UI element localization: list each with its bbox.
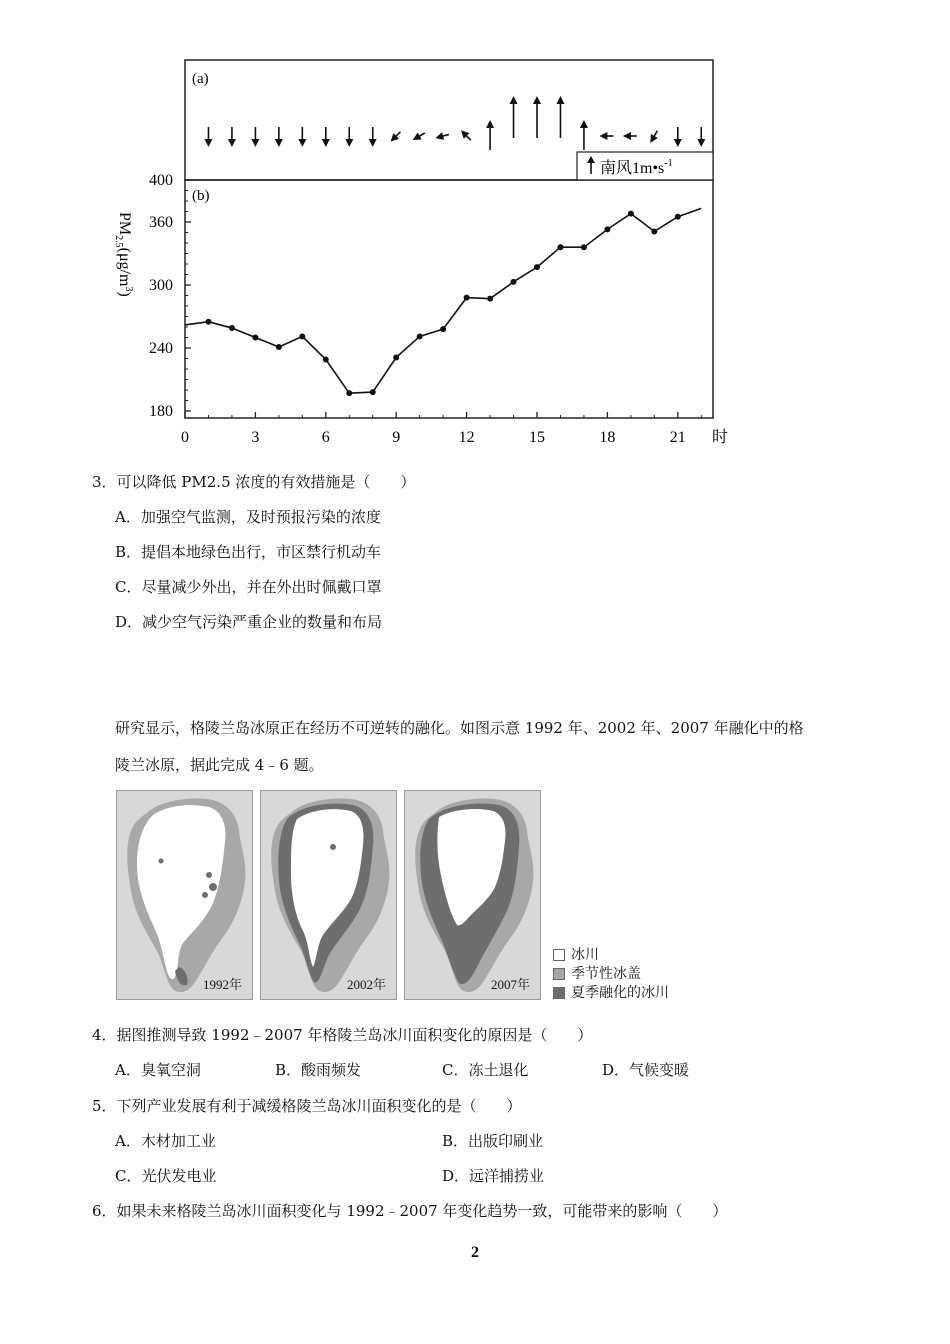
q3-option-b: B．提倡本地绿色出行，市区禁行机动车 [115, 543, 382, 561]
q4-option-d: D．气候变暖 [602, 1061, 690, 1079]
wind-arrow-icon [411, 130, 427, 144]
wind-arrow-icon [486, 120, 494, 150]
pm25-point [581, 244, 587, 250]
wind-arrow-icon [623, 132, 637, 140]
pm25-point [276, 344, 282, 350]
wind-arrow-icon [533, 96, 541, 138]
wind-arrow-icon [510, 96, 518, 138]
x-tick-label: 18 [599, 429, 616, 446]
pm25-point [464, 295, 470, 301]
chart-axes [149, 172, 701, 446]
panel-b-label: (b) [192, 188, 210, 204]
pm25-point [628, 211, 634, 217]
wind-arrow-icon [251, 127, 259, 147]
map-2007 [404, 790, 541, 1000]
wind-arrow-icon [322, 127, 330, 147]
passage-line-1: 研究显示，格陵兰岛冰原正在经历不可逆转的融化。如图示意 1992 年、2002 年、2007 年融化中的格 [115, 719, 804, 737]
pm25-point [557, 244, 563, 250]
wind-arrow-icon [345, 127, 353, 147]
wind-arrow-icon [388, 129, 404, 145]
map-year-1992: 1992年 [202, 977, 242, 992]
map-2002 [260, 790, 397, 1000]
page-number: 2 [471, 1244, 479, 1261]
x-tick-label: 15 [529, 429, 545, 446]
chart-series [185, 208, 701, 396]
x-tick-label: 12 [458, 429, 475, 446]
map-year-2002: 2002年 [346, 977, 386, 992]
legend-melt: 夏季融化的冰川 [553, 982, 669, 1002]
pm25-point [511, 279, 517, 285]
wind-arrow-icon [556, 96, 564, 138]
wind-arrow-icon [204, 127, 212, 147]
wind-arrow-icon [647, 129, 661, 145]
pm25-point [323, 357, 329, 363]
y-axis-label: $PM_{2.5}(\mu g/m^3)$ [113, 212, 134, 297]
legend-glacier-swatch [553, 949, 565, 961]
wind-arrow-icon [674, 127, 682, 147]
q4-option-b: B．酸雨频发 [275, 1061, 362, 1079]
legend-seasonal-swatch [553, 968, 565, 980]
y-tick-label: 180 [149, 403, 173, 420]
x-tick-label: 6 [321, 429, 330, 446]
legend-seasonal: 季节性冰盖 [553, 963, 641, 983]
pm25-point [440, 326, 446, 332]
x-axis-label: 时 [712, 429, 729, 446]
wind-arrow-icon [697, 127, 705, 147]
pm25-point [299, 333, 305, 339]
x-tick-label: 3 [251, 429, 260, 446]
pm25-point [675, 214, 681, 220]
q3-option-a: A．加强空气监测，及时预报污染的浓度 [115, 508, 381, 526]
pm25-point [417, 333, 423, 339]
q3-option-c: C．尽量减少外出，并在外出时佩戴口罩 [115, 578, 382, 596]
y-tick-label: 240 [149, 340, 173, 357]
q4-option-c: C．冻土退化 [442, 1061, 529, 1079]
passage-line-2: 陵兰冰原，据此完成 4﹣6 题。 [115, 756, 324, 774]
wind-arrow-icon [458, 128, 474, 144]
wind-arrow-icon [599, 132, 613, 140]
q5-option-d: D．远洋捕捞业 [442, 1167, 545, 1185]
y-tick-label: 360 [149, 214, 173, 231]
y-tick-label: 400 [149, 172, 173, 189]
pm25-point [252, 335, 258, 341]
legend-melt-swatch [553, 987, 565, 999]
x-tick-label: 0 [181, 429, 189, 446]
q6-stem: 6．如果未来格陵兰岛冰川面积变化与 1992﹣2007 年变化趋势一致，可能带来的影响（ ） [92, 1202, 728, 1220]
q5-option-c: C．光伏发电业 [115, 1167, 217, 1185]
map-1992 [116, 790, 253, 1000]
q4-stem: 4．据图推测导致 1992﹣2007 年格陵兰岛冰川面积变化的原因是（ ） [92, 1026, 593, 1044]
pm25-point [346, 390, 352, 396]
q5-stem: 5．下列产业发展有利于减缓格陵兰岛冰川面积变化的是（ ） [92, 1097, 522, 1115]
pm25-point [604, 226, 610, 232]
pm25-point [205, 319, 211, 325]
pm25-point [534, 264, 540, 270]
y-tick-label: 300 [149, 277, 173, 294]
wind-arrow-icon [369, 127, 377, 147]
pm25-point [393, 354, 399, 360]
x-tick-label: 9 [392, 429, 401, 446]
wind-arrow-icon [298, 127, 306, 147]
map-year-2007: 2007年 [490, 977, 530, 992]
pm25-point [370, 389, 376, 395]
legend-glacier: 冰川 [553, 944, 599, 964]
wind-legend-text: 南风$1m•s^{-1}$ [600, 158, 673, 177]
wind-arrow-icon [580, 120, 588, 150]
q3-stem: 3．可以降低 PM2.5 浓度的有效措施是（ ） [92, 473, 416, 491]
wind-arrows [204, 96, 705, 150]
pm25-point [229, 325, 235, 331]
wind-arrow-icon [228, 127, 236, 147]
wind-arrow-icon [434, 131, 450, 142]
q5-option-b: B．出版印刷业 [442, 1132, 544, 1150]
x-tick-label: 21 [669, 429, 686, 446]
pm25-point [651, 228, 657, 234]
q5-option-a: A．木材加工业 [115, 1132, 216, 1150]
wind-arrow-icon [275, 127, 283, 147]
pm25-point [487, 296, 493, 302]
q4-option-a: A．臭氧空洞 [115, 1061, 201, 1079]
pm25-figure [0, 0, 950, 460]
panel-a-label: (a) [192, 71, 209, 87]
pm25-series-line [185, 208, 701, 393]
q3-option-d: D．减少空气污染严重企业的数量和布局 [115, 613, 383, 631]
